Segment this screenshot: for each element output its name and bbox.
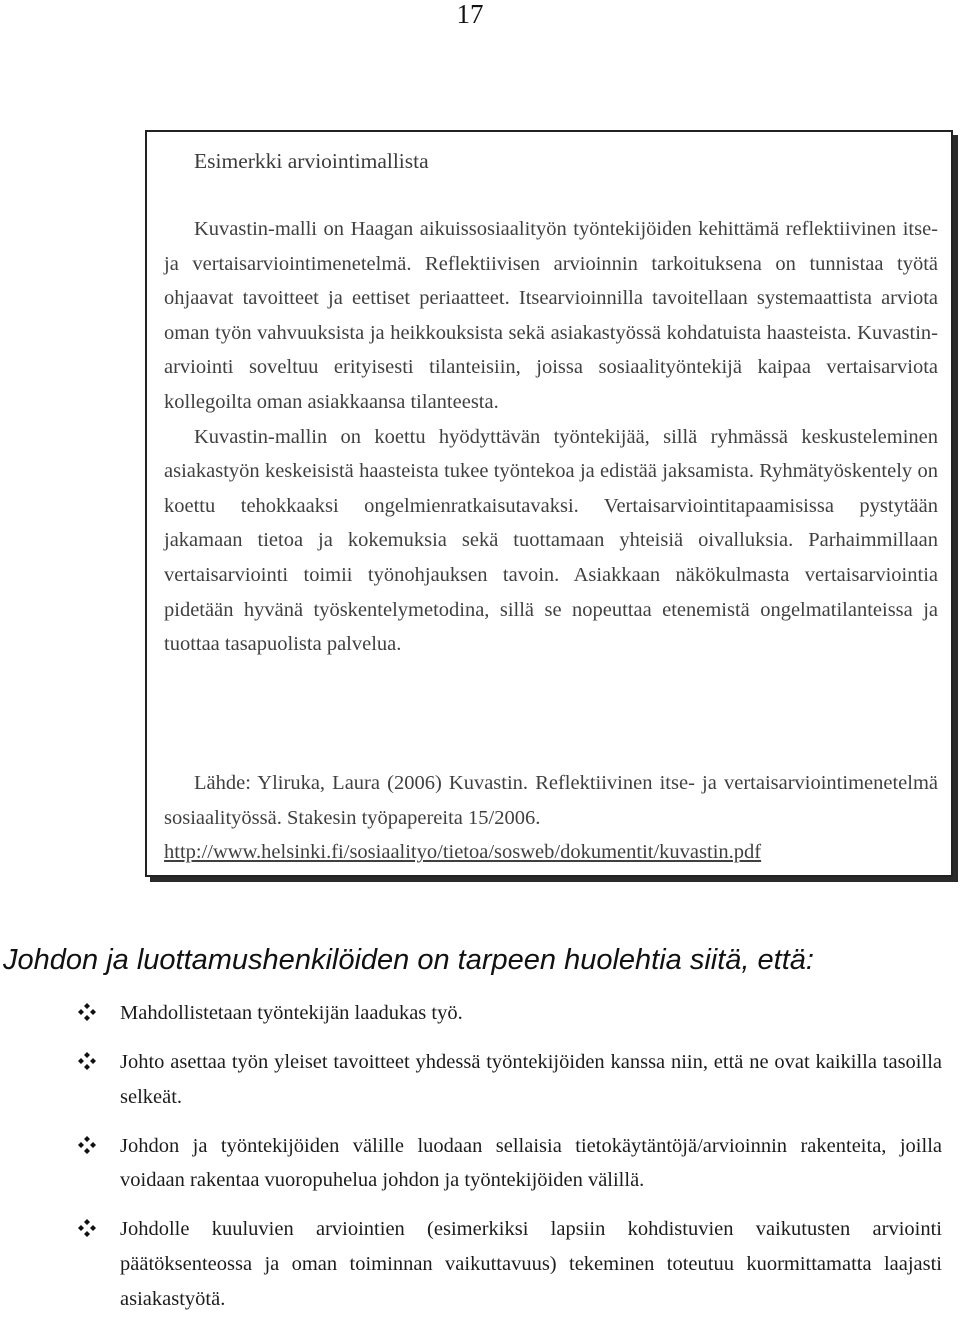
list-item-text: Mahdollistetaan työntekijän laadukas työ. <box>120 1002 463 1024</box>
list-item-text: Johdolle kuuluvien arviointien (esimerkiksi lapsiin kohdistuvien vaikutusten arviointi päätöksenteossa ja oman toiminnan vaikuttavuus) tekeminen toteutuu kuormittamatta laajasti asiakastyötä. <box>120 1218 942 1310</box>
page-number: 17 <box>456 0 484 29</box>
example-paragraph: Kuvastin-mallin on koettu hyödyttävän työntekijää, sillä ryhmässä keskusteleminen asiakastyön keskeisistä haasteista tukee työntekoa ja edistää jaksamista. Ryhmätyöskentely on koettu tehokkaaksi ongelmienratkaisutavaksi. Vertaisarviointitapaamisissa pystytään jakamaan tietoa ja kokemuksia sekä tuottamaan yhteisiä oivalluksia. Parhaimmillaan vertaisarviointi toimii työnohjauksen tavoin. Asiakkaan näkökulmasta vertaisarviointia pidetään hyvänä työskentelymetodina, sillä se nopeuttaa etenemistä ongelmatilanteissa ja tuottaa tasapuolista palvelua. <box>164 425 938 656</box>
example-box-title: Esimerkki arviointimallista <box>194 149 429 173</box>
source-text: Lähde: Yliruka, Laura (2006) Kuvastin. Reflektiivinen itse- ja vertaisarviointimenetelmä sosiaalityössä. Stakesin työpapereita 15/2006. <box>164 772 938 829</box>
list-item <box>0 1212 942 1316</box>
section-heading: Johdon ja luottamushenkilöiden on tarpeen huolehtia siitä, että: <box>3 944 814 976</box>
example-paragraph: Kuvastin-malli on Haagan aikuissosiaalityön työntekijöiden kehittämä reflektiivinen itse- ja vertaisarviointimenetelmä. Reflektiivisen arvioinnin tarkoituksena on tunnistaa työtä ohjaavat tavoitteet ja eettiset periaatteet. Itsearvioinnilla tavoitellaan systemaattista arviota oman työn vahvuuksista ja heikkouksista sekä asiakastyössä kohdatuista haasteista. Kuvastin-arviointi soveltuu erityisesti tilanteisiin, joissa sosiaalityöntekijä kaipaa vertaisarviota kollegoilta oman asiakkaansa tilanteesta. <box>164 218 938 413</box>
four-diamond-bullet-icon <box>78 1136 96 1154</box>
four-diamond-bullet-icon <box>78 1003 96 1021</box>
list-item-text: Johto asettaa työn yleiset tavoitteet yhdessä työntekijöiden kanssa niin, että ne ovat kaikilla tasoilla selkeät. <box>120 1051 942 1108</box>
example-box-source <box>164 766 938 870</box>
example-box-body <box>164 212 938 662</box>
list-item-text: Johdon ja työntekijöiden välille luodaan sellaisia tietokäytäntöjä/arvioinnin rakenteita, joilla voidaan rakentaa vuoropuhelua johdon ja työntekijöiden välillä. <box>120 1134 942 1192</box>
four-diamond-bullet-icon <box>78 1219 96 1237</box>
four-diamond-bullet-icon <box>78 1052 96 1070</box>
source-link[interactable]: http://www.helsinki.fi/sosiaalityo/tietoa/sosweb/dokumentit/kuvastin.pdf <box>164 841 762 864</box>
source-citation <box>164 766 938 870</box>
list-item <box>0 1129 942 1198</box>
bullet-list <box>0 996 942 1331</box>
list-item <box>0 1045 942 1114</box>
example-box <box>145 130 953 877</box>
list-item <box>0 996 942 1031</box>
